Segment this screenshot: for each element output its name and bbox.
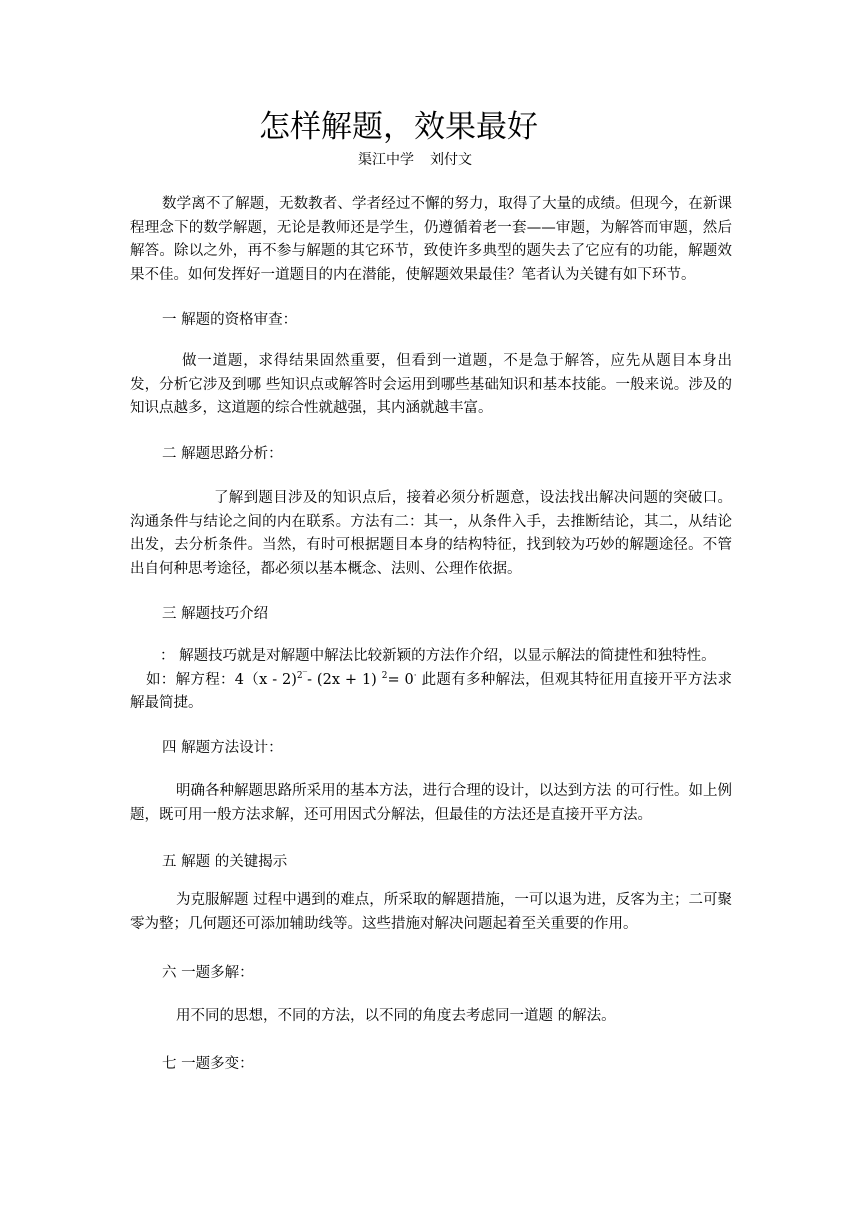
example-minus-part: - (2x + 1)	[307, 671, 382, 688]
author-school: 渠江中学	[358, 152, 414, 168]
example-suffix: 此题有多种解法，但观其特征用直接开平方法求解最简捷。	[130, 671, 733, 711]
author-name: 刘付文	[430, 152, 472, 168]
superscript-minus-icon: ‾	[302, 670, 308, 681]
section-body-2: 了解到题目涉及的知识点后，接着必须分析题意，设法找出解决问题的突破口。沟通条件与结论之间的内在联系。方法有二：其一，从条件入手，去推断结论，其二，从结论出发，去分析条件。当然，有时可根据题目本身的结构特征，找到较为巧妙的解题途径。不管出自何种思考途径，都必须以基本概念、法则、公理作依据。	[130, 490, 732, 577]
section-heading-2: 二 解题思路分析：	[162, 446, 283, 462]
section-body-5: 为克服解题 过程中遇到的难点，所采取的解题措施，一可以退为进，反客为主；二可聚零为整；几何题还可添加辅助线等。这些措施对解决问题起着至关重要的作用。	[130, 892, 732, 932]
section-heading-5: 五 解题 的关键揭示	[162, 854, 288, 870]
section-heading-4: 四 解题方法设计：	[162, 740, 283, 756]
exponent-1: 2	[296, 670, 303, 681]
section-body-3	[130, 645, 732, 716]
example-equation-line	[130, 672, 732, 712]
section-body-6: 用不同的思想，不同的方法，以不同的角度去考虑同一道题 的解法。	[176, 1008, 616, 1024]
intro-paragraph: 数学离不了解题，无数教者、学者经过不懈的努力，取得了大量的成绩。但现今，在新课程理念下的数学解题，无论是教师还是学生，仍遵循着老一套——审题，为解答而审题，然后解答。除以之外，再不参与解题的其它环节，致使许多典型的题失去了它应有的功能，解题效果不佳。如何发挥好一道题目的内在潜能，使解题效果最佳？笔者认为关键有如下环节。	[130, 196, 732, 283]
exponent-2: 2	[381, 670, 388, 681]
document-title: 怎样解题，效果最好	[259, 109, 538, 145]
section-heading-6: 六 一题多解：	[162, 965, 254, 981]
example-equals: = 0	[387, 671, 414, 688]
section-body-4: 明确各种解题思路所采用的基本方法，进行合理的设计，以达到方法 的可行性。如上例题，既可用一般方法求解，还可用因式分解法，但最佳的方法还是直接开平方法。	[130, 783, 732, 823]
section-heading-1: 一 解题的资格审查：	[162, 312, 298, 328]
superscript-mark-icon: ·	[413, 670, 417, 681]
section-body-1: 做一道题，求得结果固然重要，但看到一道题，不是急于解答，应先从题目本身出发，分析它涉及到哪 些知识点或解答时会运用到哪些基础知识和基本技能。一般来说。涉及的知识点越多，这道题的综合性就越强，其内涵就越丰富。	[130, 353, 732, 416]
section-heading-3: 三 解题技巧介绍	[162, 606, 269, 622]
example-prefix: 如：解方程：4（x - 2)	[146, 671, 297, 688]
section-heading-7: 七 一题多变：	[162, 1056, 254, 1072]
author-line	[358, 150, 472, 170]
section-body-3-text: ： 解题技巧就是对解题中解法比较新颖的方法作介绍，以显示解法的简捷性和独特性。	[160, 648, 716, 664]
